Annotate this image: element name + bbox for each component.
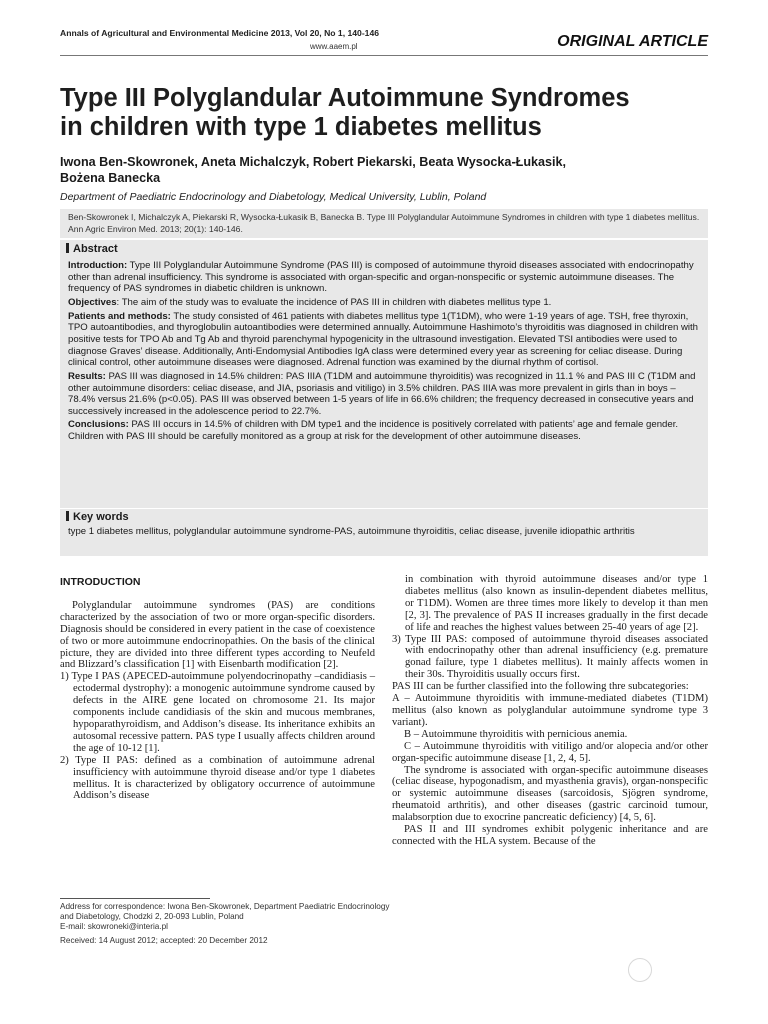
list-item: 3) Type III PAS: composed of autoimmune thyroid diseases associated with endocrinopathy other than adrenal insufficiency (e.g. premature gonad failure, type 1 diabetes mellitus). It mainly affects women in their 30s. Thyroiditis usually occurs first. [392,633,708,681]
body-paragraph: Polyglandular autoimmune syndromes (PAS) are conditions characterized by the association of two or more organ-specific disorders. Diagnosis should be considered in every patient in the case of coexistence of two or more autoimmune endocrinopathies. On the basis of the clinical picture, they are divided into three different types according to Neufeld and Blizzard’s classification [1] with Eisenbarth modification [2]. [60,599,375,671]
watermark-logo-icon [628,958,652,982]
abstract-text: The study consisted of 461 patients with diabetes mellitus type 1(T1DM), who were 1-19 years of age. TSH, free thyroxin, TPO autoantibodies, and thyroglobulin autoantibodies were determined annually. Autoimmune Hashimoto’s thyroiditis was diagnosed in children with positive tests for TPO Ab and Tg Ab and thyroid parenchymal hypogenicity in the ultrasound investigation. Elevated TSI antibodies were used to diagnose Graves’ disease. Additionally, Anti-Endomysial Antibodies IgA class were determined every year as screening for celiac disease. During clinical control, other autoimmune diseases were diagnosed. Adrenal function was examined by the diurnal rhythm of cortisol. [68,310,699,369]
abstract-text: Type III Polyglandular Autoimmune Syndrome (PAS III) is composed of autoimmune thyroid diseases associated with endocrinopathy other than adrenal insufficiency. This syndrome is associated with organ-specific and organ-nonspecific or systemic autoimmune diseases. The frequency of PAS syndromes in diabetic children is unknown. [68,260,694,295]
keywords-heading [66,511,129,523]
received-dates: Received: 14 August 2012; accepted: 20 December 2012 [60,936,268,945]
heading-marker [66,243,69,253]
article-title [60,84,720,142]
correspondence-footnote [60,902,390,932]
body-paragraph: PAS II and III syndromes exhibit polygenic inheritance and are connected with the HLA system. Because of the [392,824,708,847]
keywords-text: type 1 diabetes mellitus, polyglandular autoimmune syndrome-PAS, autoimmune thyroiditis, celiac disease, juvenile idiopathic arthritis [68,526,635,537]
abstract-heading-label: Abstract [73,243,118,255]
body-paragraph: PAS III can be further classified into the following thre subcategories: [392,681,689,693]
author-list [60,154,680,186]
abstract-heading [66,243,118,255]
authors-line-1: Iwona Ben-Skowronek, Aneta Michalczyk, Robert Piekarski, Beata Wysocka-Łukasik, [60,155,567,169]
journal-citation-header: Annals of Agricultural and Environmental Medicine 2013, Vol 20, No 1, 140-146 [60,28,380,38]
body-column-right [392,574,708,848]
abstract-label: Patients and methods: [68,310,171,322]
keywords-box [60,509,708,556]
body-paragraph: The syndrome is associated with organ-specific autoimmune diseases (celiac disease, hypogonadism, and myasthenia gravis), organ-nonspecific or systemic autoimmune diseases (sarcoidosis, Sjögren syndrome, rheumatoid arthritis), and other diseases (gastric carcinoid tumour, malabsorption due to exocrine pancreatic deficiency) [4, 5, 6]. [392,764,708,824]
footnote-rule [60,898,210,899]
citation-box [60,209,708,238]
abstract-objectives [68,297,700,309]
abstract-label: Objectives [68,296,117,308]
abstract-methods [68,311,700,369]
body-column-left [60,574,375,802]
subcategory-item: C – Autoimmune thyroiditis with vitiligo and/or alopecia and/or other organ-specific autoimmune disease [1, 2, 4, 5]. [392,740,708,764]
abstract-conclusions [68,419,700,442]
abstract-results [68,371,700,417]
list-item: 2) Type II PAS: defined as a combination of autoimmune adrenal insufficiency with autoimmune thyroid disease and/or type 1 diabetes mellitus. It is characterized by obligatory occurrence of autoimmune Addison’s disease [60,754,375,802]
subcategory-item: B – Autoimmune thyroiditis with pernicious anemia. [404,728,628,740]
title-line-1: Type III Polyglandular Autoimmune Syndromes [60,84,630,112]
journal-url: www.aaem.pl [310,42,358,51]
keywords-heading-label: Key words [73,511,129,523]
subcategory-item: A – Autoimmune thyroiditis with immune-mediated diabetes (T1DM) mellitus (also known as polyglandular autoimmune syndrome type 3 variant). [392,693,708,728]
abstract-box [60,240,708,508]
abstract-introduction [68,260,700,295]
correspondence-email: E-mail: skowroneki@interia.pl [60,922,168,931]
list-item: 1) Type I PAS (APECED-autoimmune polyendocrinopathy –candidiasis – ectodermal dystrophy): a monogenic autoimmune syndrome caused by defects in the AIRE gene located on chromosome 21. Its major components include candidiasis of the skin and mucous membranes, hypoparathyroidism, and Addison’s disease. Its inheritance exhibits an autosomal recessive pattern. PAS type I usually affects children around the age of 10-12 [1]. [60,671,375,754]
abstract-text: PAS III was diagnosed in 14.5% children: PAS IIIA (T1DM and autoimmune thyroiditis) was recognized in 11.1 % and PAS III C (T1DM and other autoimmune disorders: celiac disease, and JIA, psoriasis and vitiligo) in 3.5% children. PAS IIIA was more prevalent in girls than in boys – 78.4% versus 21.6% (p<0.05). PAS III was observed between 1-5 years of life in 66.6% children; the frequency decreased in consecutive years and successively increased in the adolescence period to 22.7%. [68,370,696,417]
abstract-label: Conclusions: [68,419,129,431]
abstract-text: : The aim of the study was to evaluate the incidence of PAS III in children with diabetes mellitus type 1. [116,296,552,308]
introduction-heading: INTRODUCTION [60,576,141,588]
correspondence-address: Address for correspondence: Iwona Ben-Skowronek, Department Paediatric Endocrinology and Diabetology, Chodzki 2, 20-093 Lublin, Poland [60,902,390,921]
abstract-label: Results: [68,370,106,382]
header-rule [60,55,708,56]
list-item-continuation: in combination with thyroid autoimmune diseases and/or type 1 diabetes mellitus (also known as insulin-dependent diabetes mellitus, or T1DM). Women are three times more likely to develop it than men [2, 3]. The prevalence of PAS II increases gradually in the first decade of life and reaches the highest values between 25-40 years of age [2]. [405,574,708,633]
heading-marker [66,511,69,521]
abstract-body [68,260,700,445]
title-line-2: in children with type 1 diabetes mellitus [60,113,542,141]
abstract-label: Introduction: [68,260,128,271]
affiliation: Department of Paediatric Endocrinology and Diabetology, Medical University, Lublin, Poland [60,191,487,203]
article-type-label: ORIGINAL ARTICLE [557,33,708,50]
authors-line-2: Bożena Banecka [60,171,161,185]
citation-text: Ben-Skowronek I, Michalczyk A, Piekarski R, Wysocka-Łukasik B, Banecka B. Type III Polyglandular Autoimmune Syndromes in children with type 1 diabetes mellitus. Ann Agric Environ Med. 2013; 20(1): 140-146. [68,212,700,234]
abstract-text: PAS III occurs in 14.5% of children with DM type1 and the incidence is positively correlated with patients’ age and female gender. Children with PAS III should be carefully monitored as a group at risk for the development of other autoimmune diseases. [68,419,679,443]
